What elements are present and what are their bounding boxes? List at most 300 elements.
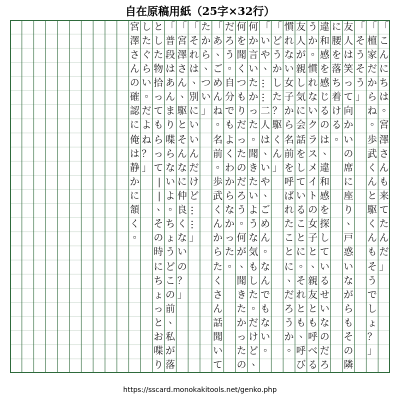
manuscript-char: 何: [236, 233, 247, 245]
manuscript-char: い: [296, 191, 306, 202]
footer-url: https://sscard.monokakitools.net/genko.php: [123, 386, 277, 394]
manuscript-char: か: [248, 92, 259, 104]
manuscript-char: 駆: [177, 106, 187, 118]
manuscript-char: 澤: [379, 134, 389, 146]
manuscript-char: し: [296, 78, 306, 90]
manuscript-char: 慣: [284, 21, 294, 33]
manuscript-char: 良: [177, 205, 187, 217]
manuscript-char: 惑: [343, 247, 354, 259]
manuscript-char: 。: [311, 46, 321, 58]
manuscript-char: 向: [343, 106, 354, 118]
manuscript-char: の: [236, 360, 247, 372]
manuscript-char: ま: [165, 106, 176, 118]
manuscript-char: の: [319, 332, 330, 344]
manuscript-char: も: [153, 120, 164, 132]
manuscript-char: 呼: [284, 176, 294, 188]
manuscript-char: 友: [343, 21, 354, 33]
manuscript-char: 。: [239, 216, 250, 228]
manuscript-char: 二: [260, 106, 271, 118]
manuscript-char: …: [188, 219, 200, 230]
manuscript-char: か: [308, 35, 318, 47]
manuscript-char: り: [343, 205, 354, 217]
manuscript-char: に: [284, 261, 294, 273]
manuscript-char: ろ: [284, 303, 294, 315]
manuscript-char: し: [153, 35, 164, 47]
manuscript-char: な: [248, 233, 259, 245]
manuscript-char: た: [153, 49, 164, 61]
manuscript-char: に: [296, 106, 306, 118]
manuscript-char: に: [379, 63, 389, 75]
manuscript-char: に: [189, 106, 199, 118]
manuscript-char: 、: [322, 145, 333, 157]
manuscript-char: そ: [355, 35, 366, 47]
manuscript-char: そ: [343, 332, 354, 344]
manuscript-char: 澤: [177, 49, 187, 61]
manuscript-char: と: [296, 233, 306, 245]
manuscript-char: さ: [129, 49, 140, 61]
manuscript-char: う: [355, 49, 366, 61]
manuscript-char: と: [296, 303, 306, 315]
manuscript-char: わ: [224, 162, 235, 174]
manuscript-char: ど: [189, 191, 199, 202]
manuscript-char: 和: [319, 176, 330, 188]
manuscript-char: 、: [263, 188, 274, 199]
manuscript-char: も: [248, 261, 259, 273]
manuscript-char: 、: [346, 216, 357, 228]
manuscript-char: 。: [132, 230, 143, 242]
manuscript-char: ん: [213, 303, 223, 315]
manuscript-char: ど: [248, 346, 259, 358]
manuscript-char: ん: [379, 162, 389, 174]
manuscript-char: ス: [308, 148, 318, 160]
manuscript-char: 話: [296, 134, 306, 146]
manuscript-char: 女: [284, 78, 294, 90]
manuscript-char: 段: [165, 49, 176, 61]
manuscript-char: な: [224, 205, 235, 217]
manuscript-char: 。: [251, 300, 262, 312]
manuscript-char: ん: [367, 176, 377, 188]
manuscript-char: い: [165, 176, 176, 188]
manuscript-char: じ: [319, 92, 330, 104]
manuscript-char: だ: [379, 247, 389, 259]
manuscript-char: て: [343, 92, 354, 104]
manuscript-char: の: [343, 148, 354, 160]
manuscript-char: 名: [213, 134, 223, 146]
manuscript-char: 、: [216, 46, 226, 58]
manuscript-char: 。: [216, 159, 226, 171]
manuscript-char: で: [224, 106, 235, 118]
manuscript-char: 聞: [248, 148, 259, 160]
manuscript-char: ろ: [319, 360, 330, 372]
manuscript-char: た: [248, 176, 259, 188]
manuscript-char: い: [308, 106, 318, 118]
manuscript-char: や: [260, 176, 271, 188]
manuscript-column: [343, 20, 355, 373]
manuscript-char: に: [331, 21, 342, 33]
manuscript-char: も: [236, 92, 247, 104]
manuscript-char: 「: [379, 21, 389, 33]
manuscript-char: ょ: [153, 289, 164, 301]
manuscript-char: く: [272, 134, 282, 146]
manuscript-char: 」: [189, 233, 199, 245]
manuscript-column: [153, 20, 165, 373]
manuscript-char: た: [272, 92, 282, 104]
manuscript-char: の: [236, 162, 247, 174]
manuscript-char: 歩: [367, 134, 377, 146]
manuscript-char: っ: [224, 233, 235, 245]
manuscript-char: 、: [251, 357, 262, 369]
manuscript-char: ？: [272, 106, 282, 118]
manuscript-column: [331, 20, 343, 373]
manuscript-char: と: [177, 120, 187, 132]
manuscript-char: 感: [319, 49, 330, 61]
manuscript-char: そ: [296, 275, 306, 287]
manuscript-char: た: [248, 78, 259, 90]
manuscript-char: 女: [308, 219, 318, 231]
manuscript-char: り: [165, 120, 176, 132]
manuscript-char: 「: [165, 21, 176, 33]
manuscript-char: ん: [272, 148, 282, 160]
manuscript-char: ば: [284, 191, 294, 202]
manuscript-char: か: [272, 63, 282, 75]
manuscript-char: 喋: [153, 346, 164, 358]
manuscript-char: 。: [144, 89, 155, 101]
manuscript-char: と: [153, 21, 164, 33]
manuscript-char: け: [189, 176, 199, 188]
manuscript-char: 宮: [129, 21, 140, 33]
manuscript-char: た: [141, 35, 152, 47]
manuscript-char: こ: [165, 275, 176, 287]
manuscript-char: く: [213, 205, 223, 217]
manuscript-char: た: [236, 346, 247, 358]
manuscript-char: い: [189, 120, 199, 132]
manuscript-char: き: [236, 289, 247, 301]
manuscript-char: こ: [296, 219, 306, 231]
manuscript-char: 気: [296, 92, 306, 104]
manuscript-char: な: [343, 275, 354, 287]
manuscript-char: も: [224, 120, 235, 132]
manuscript-char: 。: [251, 131, 262, 143]
manuscript-char: ？: [367, 332, 377, 344]
manuscript-char: も: [296, 318, 306, 330]
manuscript-char: そ: [367, 261, 377, 273]
manuscript-char: そ: [153, 219, 164, 231]
manuscript-char: 。: [299, 258, 309, 270]
manuscript-char: で: [367, 289, 377, 301]
manuscript-char: い: [213, 346, 223, 358]
manuscript-char: 。: [370, 117, 380, 129]
manuscript-char: り: [236, 106, 247, 118]
manuscript-char: だ: [236, 176, 247, 188]
manuscript-char: 」: [355, 92, 366, 104]
manuscript-char: ご: [260, 205, 271, 217]
manuscript-char: 、: [168, 315, 179, 327]
manuscript-char: 着: [331, 92, 342, 104]
manuscript-char: の: [129, 78, 140, 90]
manuscript-char: 。: [382, 103, 392, 115]
manuscript-column: [307, 20, 319, 373]
manuscript-char: に: [129, 120, 140, 132]
manuscript-char: 会: [296, 120, 306, 132]
manuscript-char: 落: [165, 360, 176, 372]
manuscript-char: な: [319, 318, 330, 330]
manuscript-char: ら: [213, 247, 223, 259]
manuscript-char: も: [260, 303, 271, 315]
manuscript-char: の: [319, 120, 330, 132]
manuscript-char: る: [296, 205, 306, 217]
manuscript-char: 。: [287, 343, 297, 355]
manuscript-char: と: [308, 247, 318, 259]
manuscript-char: さ: [379, 148, 389, 160]
manuscript-char: た: [201, 21, 211, 33]
manuscript-char: に: [153, 261, 164, 273]
manuscript-char: ん: [177, 78, 187, 90]
manuscript-char: ね: [141, 134, 152, 146]
manuscript-char: 喋: [165, 134, 176, 146]
manuscript-column: [164, 20, 179, 373]
manuscript-char: が: [236, 247, 247, 259]
manuscript-char: 武: [367, 148, 377, 160]
manuscript-char: よ: [248, 205, 259, 217]
manuscript-char: 落: [331, 63, 342, 75]
manuscript-char: ど: [272, 35, 282, 47]
manuscript-char: 席: [343, 162, 354, 174]
manuscript-char: 人: [296, 35, 306, 47]
manuscript-column: [200, 20, 212, 373]
manuscript-char: 」: [367, 346, 377, 358]
manuscript-char: が: [343, 289, 354, 301]
manuscript-char: ん: [129, 63, 140, 75]
manuscript-char: 名: [284, 134, 294, 146]
manuscript-char: う: [367, 275, 377, 287]
manuscript-char: し: [367, 303, 377, 315]
manuscript-char: 親: [308, 275, 318, 287]
manuscript-column: [212, 20, 224, 373]
manuscript-char: ん: [260, 275, 271, 287]
manuscript-char: か: [224, 219, 235, 231]
manuscript-char: 」: [177, 289, 187, 301]
manuscript-char: た: [236, 303, 247, 315]
manuscript-char: 座: [343, 191, 354, 202]
manuscript-char: う: [284, 318, 294, 330]
manuscript-char: る: [319, 275, 330, 287]
manuscript-char: ど: [165, 261, 176, 273]
manuscript-char: う: [248, 219, 259, 231]
manuscript-char: だ: [224, 21, 235, 33]
manuscript-char: め: [260, 219, 271, 231]
manuscript-char: 。: [263, 343, 274, 355]
manuscript-char: こ: [379, 35, 389, 47]
manuscript-char: 「: [213, 21, 223, 33]
manuscript-char: 隣: [343, 360, 354, 372]
manuscript-char: な: [308, 92, 318, 104]
manuscript-char: う: [355, 78, 366, 90]
manuscript-char: い: [319, 303, 330, 315]
manuscript-char: い: [248, 63, 259, 75]
manuscript-char: い: [343, 134, 354, 146]
manuscript-char: ら: [153, 134, 164, 146]
manuscript-char: さ: [213, 289, 223, 301]
manuscript-char: れ: [284, 35, 294, 47]
manuscript-char: か: [213, 233, 223, 245]
manuscript-char: ら: [284, 120, 294, 132]
manuscript-char: っ: [153, 303, 164, 315]
manuscript-char: く: [367, 162, 377, 174]
manuscript-char: ラ: [308, 134, 318, 146]
manuscript-char: っ: [236, 134, 247, 146]
manuscript-char: の: [165, 289, 176, 301]
manuscript-column: [141, 20, 153, 373]
manuscript-char: し: [296, 162, 306, 174]
manuscript-char: ご: [213, 63, 223, 75]
manuscript-char: か: [367, 78, 377, 90]
manuscript-char: を: [296, 148, 306, 160]
manuscript-char: 前: [165, 303, 176, 315]
manuscript-char: 」: [379, 261, 389, 273]
manuscript-char: ら: [165, 148, 176, 160]
manuscript-char: い: [260, 332, 271, 344]
manuscript-column: [366, 20, 378, 373]
manuscript-column: [248, 20, 260, 373]
manuscript-char: よ: [165, 191, 176, 202]
manuscript-char: れ: [296, 289, 306, 301]
manuscript-column: [319, 20, 331, 373]
manuscript-char: 、: [263, 60, 274, 72]
manuscript-char: 。: [227, 60, 238, 72]
manuscript-char: な: [284, 49, 294, 61]
manuscript-char: 「: [272, 21, 282, 33]
manuscript-char: せ: [319, 289, 330, 301]
manuscript-column: [224, 20, 236, 373]
manuscript-char: ね: [367, 106, 377, 118]
manuscript-char: 前: [213, 148, 223, 160]
manuscript-char: ん: [165, 92, 176, 104]
manuscript-char: よ: [141, 120, 152, 132]
manuscript-char: 笑: [343, 63, 354, 75]
manuscript-char: な: [260, 261, 271, 273]
manuscript-char: こ: [284, 233, 294, 245]
manuscript-char: く: [177, 219, 187, 231]
manuscript-char: 宮: [177, 35, 187, 47]
manuscript-char: だ: [284, 289, 294, 301]
manuscript-char: 「: [189, 21, 199, 33]
manuscript-char: を: [284, 162, 294, 174]
manuscript-char: し: [248, 275, 259, 287]
manuscript-char: を: [236, 35, 247, 47]
manuscript-char: 話: [213, 318, 223, 330]
manuscript-char: っ: [153, 148, 164, 160]
manuscript-char: う: [308, 21, 318, 33]
manuscript-char: だ: [248, 318, 259, 330]
page-title: 自在原稿用紙（25字×32行）: [125, 5, 275, 18]
manuscript-char: も: [367, 247, 377, 259]
manuscript-char: い: [141, 78, 152, 90]
manuscript-char: あ: [165, 78, 176, 90]
manuscript-char: 、: [311, 258, 321, 270]
manuscript-char: ん: [189, 148, 199, 160]
manuscript-char: 、: [287, 272, 297, 284]
manuscript-char: し: [319, 233, 330, 245]
manuscript-char: 物: [153, 63, 164, 75]
manuscript-char: た: [213, 261, 223, 273]
manuscript-char: 、: [263, 145, 274, 157]
manuscript-char: か: [343, 120, 354, 132]
manuscript-char: の: [177, 261, 187, 273]
manuscript-char: う: [236, 205, 247, 217]
manuscript-char: っ: [248, 106, 259, 118]
manuscript-char: い: [260, 162, 271, 174]
manuscript-char: ら: [224, 191, 235, 202]
manuscript-char: 戸: [343, 233, 354, 245]
manuscript-column: [236, 20, 248, 373]
manuscript-char: い: [260, 35, 271, 47]
manuscript-column: [259, 20, 274, 373]
manuscript-char: い: [284, 63, 294, 75]
manuscript-char: 親: [296, 63, 306, 75]
manuscript-char: 檀: [367, 35, 377, 47]
manuscript-sheet: [10, 20, 390, 373]
manuscript-char: か: [248, 35, 259, 47]
manuscript-char: …: [259, 78, 271, 89]
manuscript-char: 違: [319, 162, 330, 174]
manuscript-char: 歩: [213, 176, 223, 188]
manuscript-char: し: [141, 21, 152, 33]
manuscript-char: 「: [260, 21, 271, 33]
manuscript-char: 、: [156, 202, 167, 214]
manuscript-char: の: [343, 346, 354, 358]
manuscript-char: 」: [141, 162, 152, 174]
manuscript-column: [283, 20, 295, 373]
manuscript-char: 友: [308, 289, 318, 301]
manuscript-char: 拾: [153, 78, 164, 90]
manuscript-char: そ: [189, 35, 199, 47]
manuscript-char: お: [153, 332, 164, 344]
manuscript-char: 子: [284, 92, 294, 104]
manuscript-char: た: [236, 148, 247, 160]
manuscript-column: [354, 20, 366, 373]
manuscript-char: は: [129, 148, 140, 160]
manuscript-char: 人: [260, 120, 271, 132]
manuscript-char: 別: [189, 92, 199, 104]
manuscript-column: [129, 20, 141, 373]
manuscript-char: 人: [343, 35, 354, 47]
manuscript-char: 聞: [236, 49, 247, 61]
manuscript-char: は: [189, 63, 199, 75]
manuscript-char: 「: [367, 21, 377, 33]
manuscript-char: く: [129, 219, 140, 231]
manuscript-char: め: [213, 78, 223, 90]
manuscript-char: 静: [129, 162, 140, 174]
manuscript-char: て: [213, 360, 223, 372]
manuscript-char: 和: [319, 35, 330, 47]
manuscript-char: も: [379, 176, 389, 188]
manuscript-char: ん: [177, 148, 187, 160]
manuscript-char: て: [379, 205, 389, 217]
manuscript-char: 。: [263, 244, 274, 256]
manuscript-char: な: [177, 162, 187, 174]
manuscript-char: く: [213, 275, 223, 287]
manuscript-char: 感: [319, 191, 330, 202]
manuscript-char: は: [165, 63, 176, 75]
manuscript-char: が: [165, 346, 176, 358]
manuscript-char: ら: [201, 49, 211, 61]
manuscript-char: か: [224, 176, 235, 188]
manuscript-char: た: [248, 289, 259, 301]
manuscript-char: だ: [141, 106, 152, 118]
manuscript-char: く: [236, 63, 247, 75]
manuscript-char: 来: [379, 191, 389, 202]
manuscript-char: 、: [204, 60, 214, 72]
